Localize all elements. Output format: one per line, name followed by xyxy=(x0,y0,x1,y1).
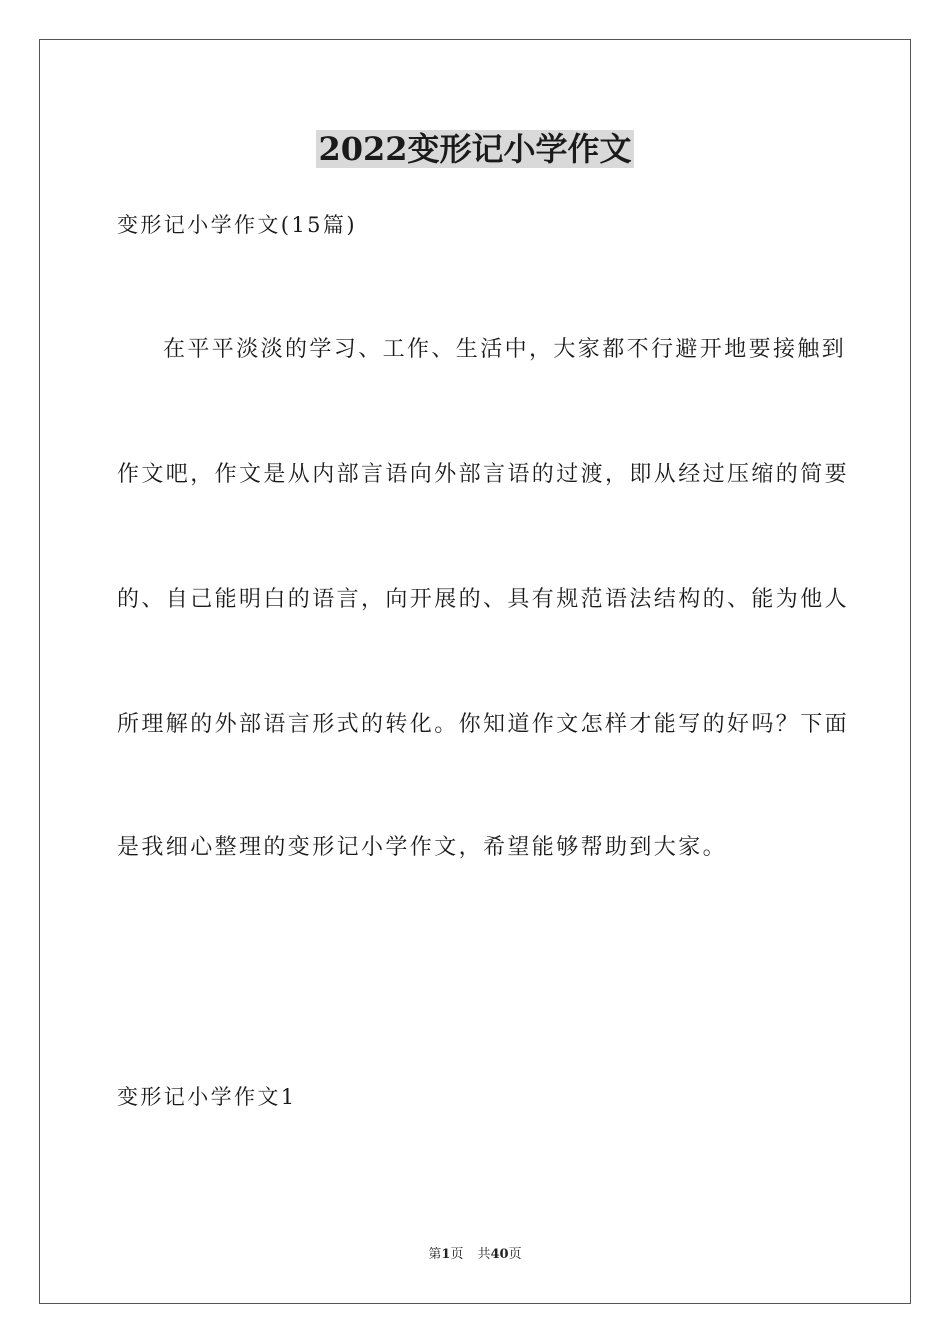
intro-line-5: 是我细心整理的变形记小学作文，希望能够帮助到大家。 xyxy=(117,835,728,860)
intro-line-1: 在平平淡淡的学习、工作、生活中，大家都不行避开地要接触到 xyxy=(163,337,847,362)
section-heading: 变形记小学作文1 xyxy=(117,1085,297,1109)
intro-line-3: 的、自己能明白的语言，向开展的、具有规范语法结构的、能为他人 xyxy=(117,587,850,612)
document-subtitle: 变形记小学作文(15篇) xyxy=(117,213,357,237)
intro-line-4: 所理解的外部语言形式的转化。你知道作文怎样才能写的好吗？下面 xyxy=(117,712,850,737)
footer-page-number: 1 xyxy=(441,1247,451,1262)
intro-line-2: 作文吧，作文是从内部言语向外部言语的过渡，即从经过压缩的简要 xyxy=(117,462,850,487)
footer-page-prefix: 第 xyxy=(428,1247,442,1262)
document-title-text: 2022变形记小学作文 xyxy=(318,130,632,168)
document-title xyxy=(0,127,950,171)
page-footer xyxy=(0,1246,950,1264)
footer-total-prefix: 共 xyxy=(477,1247,491,1262)
footer-total-suffix: 页 xyxy=(508,1247,522,1262)
footer-total-pages: 40 xyxy=(490,1247,509,1262)
footer-page-suffix: 页 xyxy=(450,1247,464,1262)
